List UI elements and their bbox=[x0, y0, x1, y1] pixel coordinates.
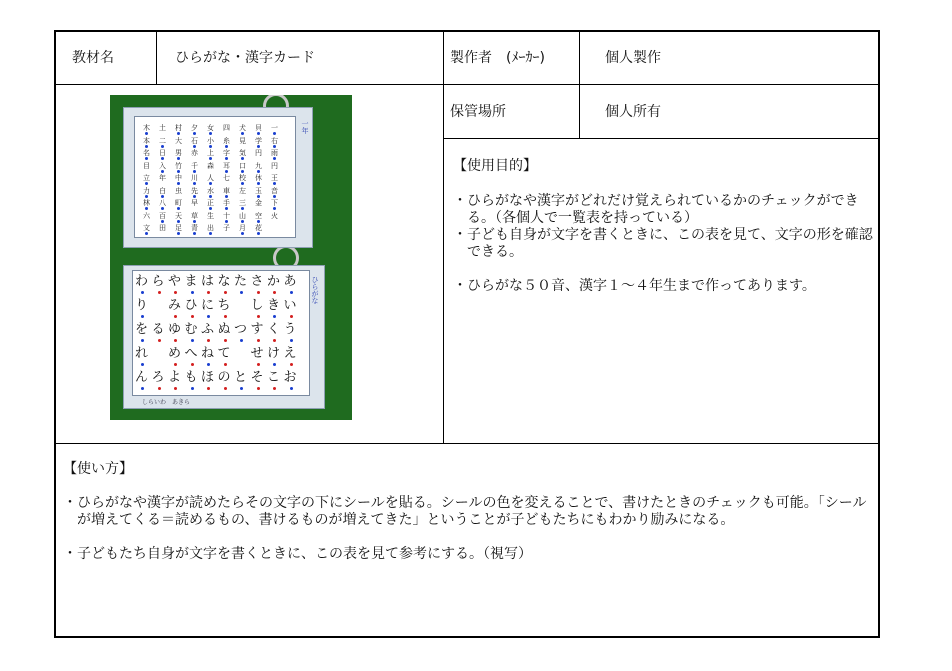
kanji-char: 入 bbox=[159, 161, 166, 170]
hiragana-char: れ bbox=[135, 346, 149, 361]
sticker-dot bbox=[174, 291, 177, 294]
sticker-dot bbox=[158, 291, 161, 294]
sticker-dot bbox=[290, 363, 293, 366]
sticker-dot bbox=[257, 387, 260, 390]
storage-label: 保管場所 bbox=[450, 104, 506, 120]
hiragana-char: そ bbox=[250, 370, 264, 385]
kanji-char: 三 bbox=[239, 199, 246, 207]
kanji-char: 下 bbox=[271, 199, 278, 207]
kanji-char: 町 bbox=[175, 199, 182, 207]
hiragana-char: ろ bbox=[151, 370, 165, 385]
hiragana-char: て bbox=[217, 346, 231, 361]
usage-item: ・ ひらがなや漢字が読めたらその文字の下にシールを貼る。シールの色を変えることで、書けたときのチェックも可能。「シールが増えてくる＝読めるもの、書けるものが増えてきた」ということが子どもたちにもわかり励みになる。 bbox=[63, 495, 871, 529]
kanji-char: 上 bbox=[207, 149, 214, 157]
material-value: ひらがな・漢字カード bbox=[175, 50, 315, 66]
hiragana-char: ひ bbox=[184, 298, 198, 313]
hiragana-char: ほ bbox=[201, 370, 215, 385]
sticker-dot bbox=[177, 232, 180, 235]
hiragana-char: う bbox=[283, 322, 297, 337]
kanji-char: 田 bbox=[159, 224, 166, 232]
kanji-char: 目 bbox=[143, 161, 150, 170]
sticker-dot bbox=[191, 339, 194, 342]
kanji-char: 玉 bbox=[255, 186, 262, 195]
kanji-char: 八 bbox=[159, 199, 166, 207]
sticker-dot bbox=[290, 315, 293, 318]
column-divider bbox=[156, 32, 157, 84]
sticker-dot bbox=[145, 232, 148, 235]
sticker-dot bbox=[141, 291, 144, 294]
hiragana-char: め bbox=[168, 346, 182, 361]
kanji-char: 九 bbox=[255, 161, 262, 170]
sticker-dot bbox=[191, 291, 194, 294]
sticker-dot bbox=[207, 315, 210, 318]
kanji-char: 名 bbox=[143, 149, 150, 157]
sticker-dot bbox=[174, 315, 177, 318]
kanji-char: 中 bbox=[175, 174, 182, 182]
document-table bbox=[54, 30, 880, 638]
kanji-char: 耳 bbox=[223, 161, 230, 170]
column-divider bbox=[443, 32, 444, 443]
hiragana-char: い bbox=[283, 298, 297, 313]
sticker-dot bbox=[273, 291, 276, 294]
hiragana-card bbox=[123, 265, 325, 409]
kanji-char: 青 bbox=[191, 224, 198, 232]
kanji-char: 出 bbox=[207, 224, 214, 232]
hiragana-char: を bbox=[135, 322, 149, 337]
hiragana-char: ふ bbox=[201, 322, 215, 337]
kanji-char: 生 bbox=[207, 211, 214, 220]
sticker-dot bbox=[257, 232, 260, 235]
sticker-dot bbox=[257, 363, 260, 366]
sticker-dot bbox=[224, 363, 227, 366]
hiragana-char: る bbox=[151, 322, 165, 337]
kanji-char: 六 bbox=[143, 211, 150, 220]
hiragana-char: え bbox=[283, 346, 297, 361]
hiragana-char: の bbox=[217, 370, 231, 385]
kanji-char: 本 bbox=[143, 136, 150, 145]
kanji-char: 雨 bbox=[271, 149, 278, 157]
hiragana-char: は bbox=[201, 274, 215, 289]
sticker-dot bbox=[141, 339, 144, 342]
kanji-chart bbox=[134, 116, 296, 238]
kanji-char: 二 bbox=[159, 136, 166, 145]
kanji-char: 音 bbox=[271, 186, 278, 195]
hiragana-char: む bbox=[184, 322, 198, 337]
kanji-char: 文 bbox=[143, 224, 150, 232]
hiragana-char: け bbox=[267, 346, 281, 361]
row-divider bbox=[56, 443, 878, 444]
sticker-dot bbox=[290, 291, 293, 294]
hiragana-char: ぬ bbox=[217, 322, 231, 337]
sticker-dot bbox=[174, 387, 177, 390]
maker-value: 個人製作 bbox=[605, 50, 661, 66]
kanji-char: 右 bbox=[271, 136, 278, 145]
kanji-char: 金 bbox=[255, 199, 262, 207]
kanji-char: 天 bbox=[175, 211, 182, 220]
material-label: 教材名 bbox=[72, 50, 114, 66]
kanji-char: 人 bbox=[207, 174, 214, 182]
hiragana-char: な bbox=[217, 274, 231, 289]
hiragana-chart bbox=[132, 270, 310, 396]
sticker-dot bbox=[158, 387, 161, 390]
kanji-char: 石 bbox=[191, 136, 198, 145]
sticker-dot bbox=[191, 315, 194, 318]
hiragana-char: へ bbox=[184, 346, 198, 361]
kanji-char: 火 bbox=[271, 211, 278, 220]
storage-value: 個人所有 bbox=[605, 104, 661, 120]
kanji-char: 千 bbox=[191, 161, 198, 170]
hiragana-char: き bbox=[267, 298, 281, 313]
sticker-dot bbox=[257, 315, 260, 318]
kanji-char: 校 bbox=[239, 174, 246, 182]
hiragana-char: も bbox=[184, 370, 198, 385]
sticker-dot bbox=[240, 387, 243, 390]
sticker-dot bbox=[224, 387, 227, 390]
kanji-char: 水 bbox=[207, 186, 214, 195]
kanji-char: 月 bbox=[239, 224, 246, 232]
kanji-char: 空 bbox=[255, 211, 262, 220]
sticker-dot bbox=[174, 339, 177, 342]
kanji-char: 王 bbox=[271, 174, 278, 182]
kanji-char: 立 bbox=[143, 174, 150, 182]
hiragana-char: あ bbox=[283, 274, 297, 289]
kanji-char: 貝 bbox=[255, 124, 262, 132]
sticker-dot bbox=[290, 339, 293, 342]
hiragana-char: ら bbox=[151, 274, 165, 289]
kanji-char: 先 bbox=[191, 186, 198, 195]
kanji-char: 左 bbox=[239, 186, 246, 195]
kanji-char: 竹 bbox=[175, 161, 182, 170]
kanji-char: 七 bbox=[223, 174, 230, 182]
kanji-char: 女 bbox=[207, 124, 214, 132]
kanji-char: 正 bbox=[207, 199, 214, 207]
purpose-section bbox=[453, 158, 873, 295]
kanji-card bbox=[123, 107, 313, 248]
sticker-dot bbox=[191, 387, 194, 390]
purpose-heading: 【使用目的】 bbox=[453, 158, 537, 174]
purpose-item: ・ ひらがな５０音、漢字１～４年生まで作ってあります。 bbox=[453, 278, 873, 295]
kanji-char: 男 bbox=[175, 149, 182, 157]
sticker-dot bbox=[290, 387, 293, 390]
sticker-dot bbox=[273, 387, 276, 390]
kanji-char: 早 bbox=[191, 199, 198, 207]
sticker-dot bbox=[141, 315, 144, 318]
hiragana-char: ね bbox=[201, 346, 215, 361]
hiragana-char: せ bbox=[250, 346, 264, 361]
sticker-dot bbox=[209, 232, 212, 235]
kanji-char: 口 bbox=[239, 161, 246, 170]
hiragana-char: す bbox=[250, 322, 264, 337]
sticker-dot bbox=[273, 315, 276, 318]
hiragana-char: や bbox=[168, 274, 182, 289]
hiragana-char: こ bbox=[267, 370, 281, 385]
hiragana-char: し bbox=[250, 298, 264, 313]
kanji-char: 子 bbox=[223, 224, 230, 232]
kanji-char: 木 bbox=[143, 124, 150, 132]
kanji-char: 林 bbox=[143, 199, 150, 207]
hiragana-char: と bbox=[234, 370, 248, 385]
kanji-char: 赤 bbox=[191, 149, 198, 157]
kanji-char: 百 bbox=[159, 211, 166, 220]
hiragana-char: か bbox=[267, 274, 281, 289]
kanji-char: 四 bbox=[223, 124, 230, 132]
row-divider bbox=[56, 84, 878, 85]
kanji-char: 円 bbox=[271, 161, 278, 170]
column-divider bbox=[579, 32, 580, 138]
sticker-dot bbox=[240, 291, 243, 294]
kanji-char: 一 bbox=[271, 124, 278, 132]
sticker-dot bbox=[158, 339, 161, 342]
hiragana-char: り bbox=[135, 298, 149, 313]
kanji-char: 車 bbox=[223, 186, 230, 195]
kanji-char: 大 bbox=[175, 136, 182, 145]
sticker-dot bbox=[257, 291, 260, 294]
purpose-item: ・ ひらがなや漢字がどれだけ覚えられているかのチェックができる。（各個人で一覧表を持っている） bbox=[453, 193, 873, 227]
kanji-char: 草 bbox=[191, 211, 198, 220]
hiragana-char: た bbox=[234, 274, 248, 289]
kanji-char: 糸 bbox=[223, 136, 230, 145]
sticker-dot bbox=[240, 339, 243, 342]
kanji-char: 年 bbox=[159, 174, 166, 182]
kanji-char: 花 bbox=[255, 224, 262, 232]
sticker-dot bbox=[224, 291, 227, 294]
kanji-char: 土 bbox=[159, 124, 166, 132]
kanji-char: 休 bbox=[255, 174, 262, 182]
maker-label: 製作者 (ﾒｰｶｰ) bbox=[450, 50, 545, 66]
usage-item: ・ 子どもたち自身が文字を書くときに、この表を見て参考にする。（視写） bbox=[63, 546, 871, 563]
kanji-char: 夕 bbox=[191, 124, 198, 132]
kanji-char: 森 bbox=[207, 161, 214, 170]
sticker-dot bbox=[141, 387, 144, 390]
sticker-dot bbox=[224, 315, 227, 318]
kanji-char: 円 bbox=[255, 149, 262, 157]
usage-heading: 【使い方】 bbox=[63, 461, 133, 477]
hiragana-char: み bbox=[168, 298, 182, 313]
hiragana-char: さ bbox=[250, 274, 264, 289]
hiragana-card-label: ひらがな bbox=[311, 276, 319, 304]
sticker-dot bbox=[191, 363, 194, 366]
kanji-char: 犬 bbox=[239, 124, 246, 132]
hiragana-char: に bbox=[201, 298, 215, 313]
kanji-card-label: 一年 bbox=[301, 120, 309, 134]
sticker-dot bbox=[273, 363, 276, 366]
sticker-dot bbox=[257, 339, 260, 342]
row-divider bbox=[443, 138, 878, 139]
kanji-char: 見 bbox=[239, 136, 246, 145]
hiragana-char: よ bbox=[168, 370, 182, 385]
hiragana-char: ち bbox=[217, 298, 231, 313]
sticker-dot bbox=[224, 339, 227, 342]
kanji-char: 村 bbox=[175, 124, 182, 132]
kanji-char: 足 bbox=[175, 224, 182, 232]
kanji-char: 手 bbox=[223, 199, 230, 207]
sticker-dot bbox=[207, 339, 210, 342]
usage-section bbox=[63, 461, 871, 563]
sticker-dot bbox=[207, 291, 210, 294]
kanji-char: 十 bbox=[223, 211, 230, 220]
sticker-dot bbox=[174, 363, 177, 366]
hiragana-char: ん bbox=[135, 370, 149, 385]
kanji-char: 小 bbox=[207, 136, 214, 145]
hiragana-char: ゆ bbox=[168, 322, 182, 337]
sticker-dot bbox=[141, 363, 144, 366]
kanji-char: 川 bbox=[191, 174, 198, 182]
purpose-item: ・ 子ども自身が文字を書くときに、この表を見て、文字の形を確認できる。 bbox=[453, 227, 873, 261]
kanji-char: 力 bbox=[143, 186, 150, 195]
card-photo bbox=[110, 95, 352, 420]
kanji-char: 気 bbox=[239, 149, 246, 157]
hiragana-char: く bbox=[267, 322, 281, 337]
hiragana-char: つ bbox=[234, 322, 248, 337]
kanji-char: 日 bbox=[159, 149, 166, 157]
kanji-char: 虫 bbox=[175, 186, 182, 195]
sticker-dot bbox=[193, 232, 196, 235]
sticker-dot bbox=[241, 232, 244, 235]
kanji-char: 山 bbox=[239, 211, 246, 220]
name-tag: しらいわ あきら bbox=[142, 399, 191, 406]
hiragana-char: わ bbox=[135, 274, 149, 289]
sticker-dot bbox=[273, 339, 276, 342]
hiragana-char: お bbox=[283, 370, 297, 385]
kanji-char: 学 bbox=[255, 136, 262, 145]
sticker-dot bbox=[207, 387, 210, 390]
kanji-char: 白 bbox=[159, 186, 166, 195]
kanji-char: 字 bbox=[223, 149, 230, 157]
hiragana-char: ま bbox=[184, 274, 198, 289]
sticker-dot bbox=[207, 363, 210, 366]
